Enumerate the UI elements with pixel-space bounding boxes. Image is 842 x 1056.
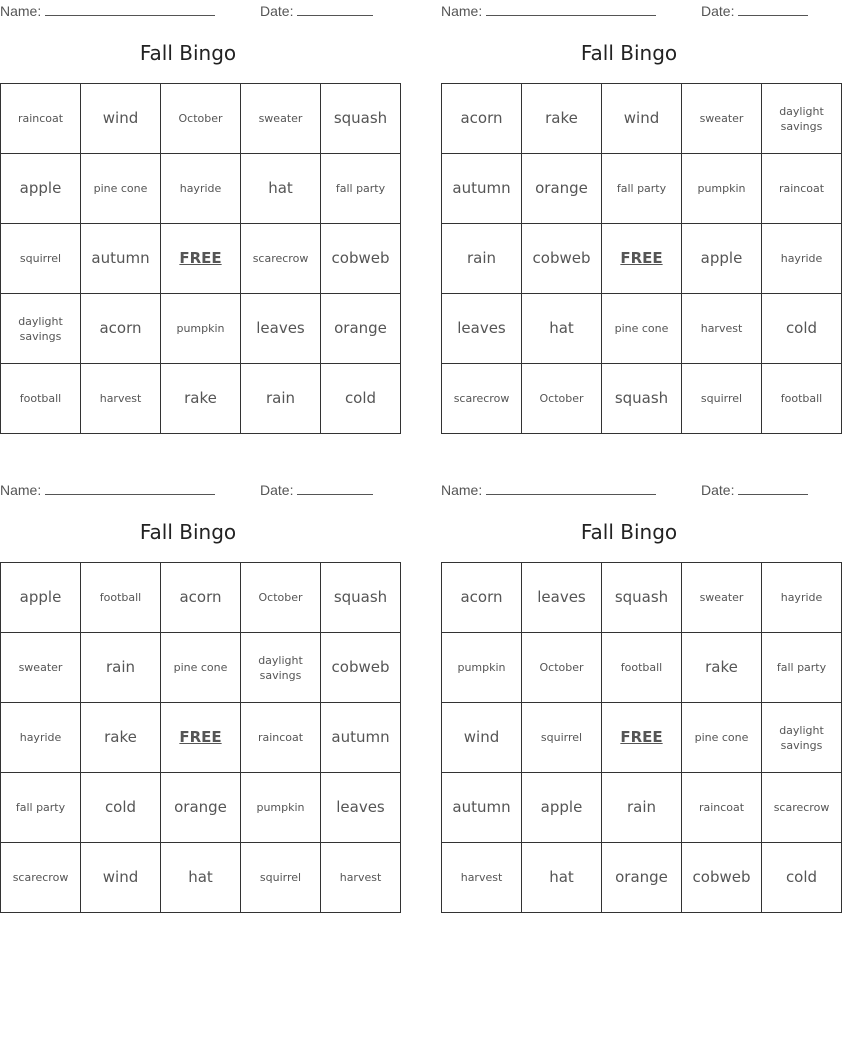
- bingo-cell: pumpkin: [241, 773, 321, 843]
- name-blank-line: [486, 2, 656, 16]
- grid-row: [442, 843, 842, 913]
- date-field: [260, 2, 373, 19]
- bingo-cell: squash: [602, 364, 682, 434]
- bingo-cell: rake: [161, 364, 241, 434]
- bingo-cell: hat: [161, 843, 241, 913]
- bingo-cell: hayride: [161, 154, 241, 224]
- bingo-card: [0, 479, 390, 886]
- bingo-cell: fall party: [1, 773, 81, 843]
- name-label: Name:: [0, 482, 42, 498]
- free-space-cell: FREE: [161, 224, 241, 294]
- grid-row: [1, 703, 401, 773]
- bingo-cell: daylight savings: [241, 633, 321, 703]
- bingo-cell: sweater: [1, 633, 81, 703]
- free-space-cell: FREE: [602, 703, 682, 773]
- bingo-cell: acorn: [161, 563, 241, 633]
- bingo-cell: rain: [241, 364, 321, 434]
- bingo-cell: cold: [321, 364, 401, 434]
- bingo-cell: squash: [602, 563, 682, 633]
- bingo-grid: [0, 83, 401, 434]
- grid-row: [1, 84, 401, 154]
- grid-row: [1, 773, 401, 843]
- bingo-card: [441, 479, 830, 886]
- date-field: [701, 2, 808, 19]
- card-header: [0, 0, 376, 22]
- bingo-cell: hayride: [1, 703, 81, 773]
- grid-row: [1, 294, 401, 364]
- card-title: Fall Bingo: [139, 41, 237, 65]
- grid-row: [1, 843, 401, 913]
- grid-row: [442, 563, 842, 633]
- free-space-cell: FREE: [602, 224, 682, 294]
- bingo-cell: pumpkin: [682, 154, 762, 224]
- bingo-cell: autumn: [81, 224, 161, 294]
- name-field: [0, 481, 215, 498]
- grid-row: [1, 224, 401, 294]
- bingo-cell: pine cone: [81, 154, 161, 224]
- grid-row: [442, 364, 842, 434]
- bingo-cell: rake: [81, 703, 161, 773]
- bingo-cell: squash: [321, 84, 401, 154]
- bingo-cell: sweater: [682, 563, 762, 633]
- date-field: [701, 481, 808, 498]
- bingo-cell: football: [81, 563, 161, 633]
- card-header: [441, 479, 817, 501]
- bingo-cell: apple: [1, 563, 81, 633]
- bingo-cell: scarecrow: [241, 224, 321, 294]
- bingo-cell: October: [161, 84, 241, 154]
- bingo-cell: orange: [321, 294, 401, 364]
- date-blank-line: [297, 2, 373, 16]
- bingo-cell: hat: [522, 294, 602, 364]
- date-label: Date:: [701, 3, 735, 19]
- date-blank-line: [738, 2, 808, 16]
- bingo-cell: squirrel: [241, 843, 321, 913]
- bingo-cell: fall party: [602, 154, 682, 224]
- bingo-cell: cobweb: [321, 633, 401, 703]
- bingo-cell: rain: [602, 773, 682, 843]
- bingo-cell: cobweb: [522, 224, 602, 294]
- bingo-cell: daylight savings: [762, 703, 842, 773]
- bingo-cell: rain: [442, 224, 522, 294]
- bingo-cell: apple: [522, 773, 602, 843]
- bingo-cell: pine cone: [602, 294, 682, 364]
- grid-row: [442, 294, 842, 364]
- free-space-cell: FREE: [161, 703, 241, 773]
- bingo-cell: October: [522, 364, 602, 434]
- bingo-cell: daylight savings: [1, 294, 81, 364]
- bingo-cell: leaves: [321, 773, 401, 843]
- bingo-cell: sweater: [241, 84, 321, 154]
- bingo-cell: squirrel: [522, 703, 602, 773]
- bingo-cell: cold: [81, 773, 161, 843]
- bingo-cell: daylight savings: [762, 84, 842, 154]
- name-blank-line: [45, 481, 215, 495]
- bingo-cell: apple: [1, 154, 81, 224]
- bingo-cell: apple: [682, 224, 762, 294]
- bingo-card: [0, 0, 390, 407]
- bingo-card: [441, 0, 825, 407]
- bingo-cell: autumn: [442, 154, 522, 224]
- bingo-cell: harvest: [682, 294, 762, 364]
- bingo-cell: acorn: [81, 294, 161, 364]
- bingo-grid: [441, 83, 842, 434]
- date-blank-line: [738, 481, 808, 495]
- card-header: [0, 479, 376, 501]
- bingo-cell: wind: [81, 84, 161, 154]
- name-field: [0, 2, 215, 19]
- bingo-cell: autumn: [442, 773, 522, 843]
- bingo-cell: football: [762, 364, 842, 434]
- bingo-cell: acorn: [442, 563, 522, 633]
- name-blank-line: [486, 481, 656, 495]
- bingo-cell: acorn: [442, 84, 522, 154]
- grid-row: [1, 154, 401, 224]
- grid-row: [442, 84, 842, 154]
- grid-row: [1, 563, 401, 633]
- bingo-cell: raincoat: [1, 84, 81, 154]
- name-label: Name:: [0, 3, 42, 19]
- bingo-cell: orange: [161, 773, 241, 843]
- bingo-cell: harvest: [321, 843, 401, 913]
- bingo-cell: squirrel: [1, 224, 81, 294]
- bingo-cell: rain: [81, 633, 161, 703]
- bingo-cell: rake: [682, 633, 762, 703]
- grid-row: [1, 633, 401, 703]
- bingo-cell: leaves: [241, 294, 321, 364]
- bingo-cell: orange: [602, 843, 682, 913]
- bingo-cell: raincoat: [241, 703, 321, 773]
- grid-row: [442, 154, 842, 224]
- bingo-cell: rake: [522, 84, 602, 154]
- bingo-cell: wind: [81, 843, 161, 913]
- bingo-cell: squash: [321, 563, 401, 633]
- card-title: Fall Bingo: [139, 520, 237, 544]
- name-label: Name:: [441, 482, 483, 498]
- bingo-cell: scarecrow: [442, 364, 522, 434]
- bingo-cell: orange: [522, 154, 602, 224]
- bingo-cell: hayride: [762, 563, 842, 633]
- bingo-cell: pumpkin: [161, 294, 241, 364]
- bingo-cell: scarecrow: [1, 843, 81, 913]
- bingo-cell: fall party: [321, 154, 401, 224]
- bingo-cell: football: [1, 364, 81, 434]
- date-blank-line: [297, 481, 373, 495]
- bingo-cell: raincoat: [682, 773, 762, 843]
- bingo-cell: October: [522, 633, 602, 703]
- bingo-cell: fall party: [762, 633, 842, 703]
- bingo-cell: raincoat: [762, 154, 842, 224]
- card-title: Fall Bingo: [580, 520, 678, 544]
- bingo-cell: sweater: [682, 84, 762, 154]
- grid-row: [442, 773, 842, 843]
- bingo-cell: squirrel: [682, 364, 762, 434]
- bingo-cell: wind: [602, 84, 682, 154]
- bingo-cell: football: [602, 633, 682, 703]
- bingo-cell: pumpkin: [442, 633, 522, 703]
- name-label: Name:: [441, 3, 483, 19]
- name-blank-line: [45, 2, 215, 16]
- bingo-cell: October: [241, 563, 321, 633]
- grid-row: [442, 703, 842, 773]
- bingo-cell: hayride: [762, 224, 842, 294]
- grid-row: [1, 364, 401, 434]
- bingo-cell: hat: [241, 154, 321, 224]
- name-field: [441, 481, 656, 498]
- bingo-cell: wind: [442, 703, 522, 773]
- bingo-cell: pine cone: [682, 703, 762, 773]
- bingo-cell: leaves: [442, 294, 522, 364]
- bingo-cell: harvest: [81, 364, 161, 434]
- bingo-cell: cobweb: [682, 843, 762, 913]
- date-field: [260, 481, 373, 498]
- card-header: [441, 0, 817, 22]
- date-label: Date:: [701, 482, 735, 498]
- name-field: [441, 2, 656, 19]
- date-label: Date:: [260, 3, 294, 19]
- bingo-cell: pine cone: [161, 633, 241, 703]
- bingo-cell: leaves: [522, 563, 602, 633]
- bingo-grid: [441, 562, 842, 913]
- date-label: Date:: [260, 482, 294, 498]
- bingo-cell: cobweb: [321, 224, 401, 294]
- bingo-cell: hat: [522, 843, 602, 913]
- grid-row: [442, 633, 842, 703]
- bingo-cell: cold: [762, 294, 842, 364]
- grid-row: [442, 224, 842, 294]
- bingo-cell: cold: [762, 843, 842, 913]
- card-title: Fall Bingo: [580, 41, 678, 65]
- bingo-cell: scarecrow: [762, 773, 842, 843]
- bingo-cell: harvest: [442, 843, 522, 913]
- bingo-cell: autumn: [321, 703, 401, 773]
- bingo-grid: [0, 562, 401, 913]
